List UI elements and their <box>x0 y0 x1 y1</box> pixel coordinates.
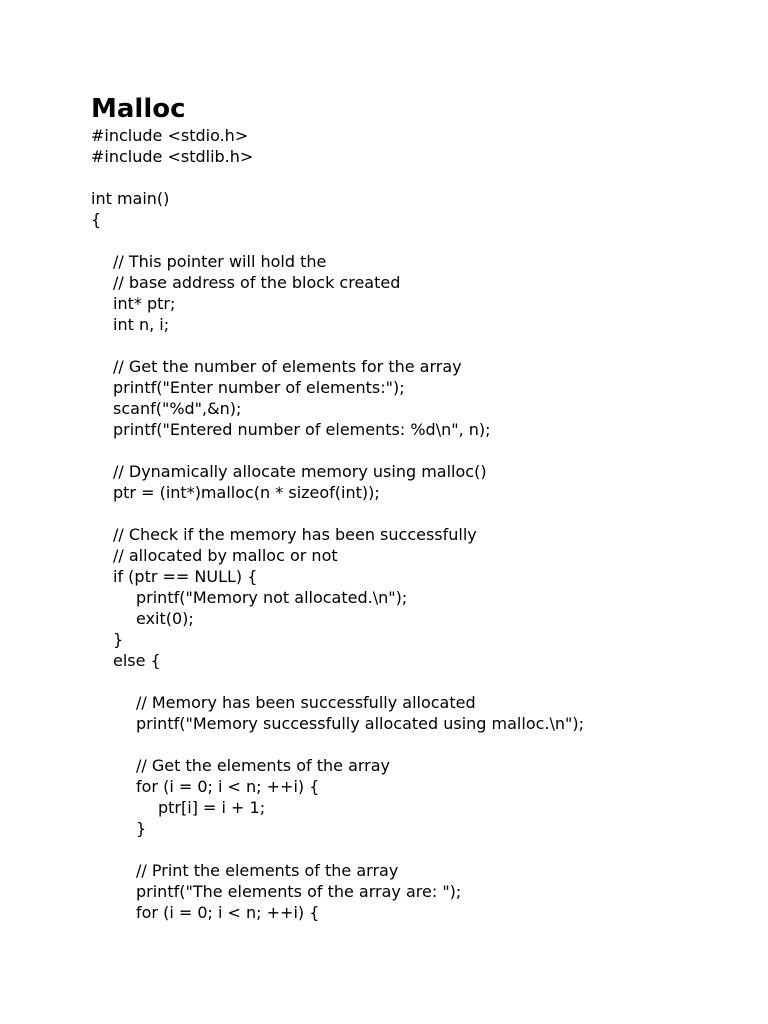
blank-line <box>91 167 751 188</box>
code-block <box>91 125 751 923</box>
code-line: // allocated by malloc or not <box>113 546 338 565</box>
code-line: int main() <box>91 189 170 208</box>
code-line: for (i = 0; i < n; ++i) { <box>136 777 320 796</box>
code-line: // Print the elements of the array <box>136 861 399 880</box>
blank-line <box>91 335 751 356</box>
code-line: // Check if the memory has been successfully <box>113 525 477 544</box>
blank-line <box>91 503 751 524</box>
code-line: printf("Enter number of elements:"); <box>113 378 405 397</box>
code-line: } <box>136 819 147 838</box>
blank-line <box>91 230 751 251</box>
document-page <box>91 94 751 923</box>
code-line: for (i = 0; i < n; ++i) { <box>136 903 320 922</box>
code-line: printf("Entered number of elements: %d\n", n); <box>113 420 491 439</box>
code-line: #include <stdio.h> <box>91 126 249 145</box>
document-title: Malloc <box>91 94 186 124</box>
code-line: #include <stdlib.h> <box>91 147 254 166</box>
code-line: ptr = (int*)malloc(n * sizeof(int)); <box>113 483 380 502</box>
blank-line <box>91 671 751 692</box>
code-line: // base address of the block created <box>113 273 401 292</box>
code-line: int* ptr; <box>113 294 176 313</box>
code-line: if (ptr == NULL) { <box>113 567 258 586</box>
code-line: // Get the elements of the array <box>136 756 391 775</box>
code-line: // This pointer will hold the <box>113 252 327 271</box>
code-line: { <box>91 210 102 229</box>
blank-line <box>91 440 751 461</box>
code-line: else { <box>113 651 161 670</box>
code-line: } <box>113 630 124 649</box>
code-line: printf("Memory successfully allocated using malloc.\n"); <box>136 714 585 733</box>
blank-line <box>91 734 751 755</box>
code-line: printf("Memory not allocated.\n"); <box>136 588 408 607</box>
code-line: int n, i; <box>113 315 170 334</box>
code-line: // Memory has been successfully allocated <box>136 693 476 712</box>
code-line: // Dynamically allocate memory using malloc() <box>113 462 487 481</box>
code-line: // Get the number of elements for the array <box>113 357 462 376</box>
code-line: scanf("%d",&n); <box>113 399 242 418</box>
code-line: exit(0); <box>136 609 194 628</box>
code-line: printf("The elements of the array are: "); <box>136 882 462 901</box>
blank-line <box>91 839 751 860</box>
code-line: ptr[i] = i + 1; <box>158 798 266 817</box>
